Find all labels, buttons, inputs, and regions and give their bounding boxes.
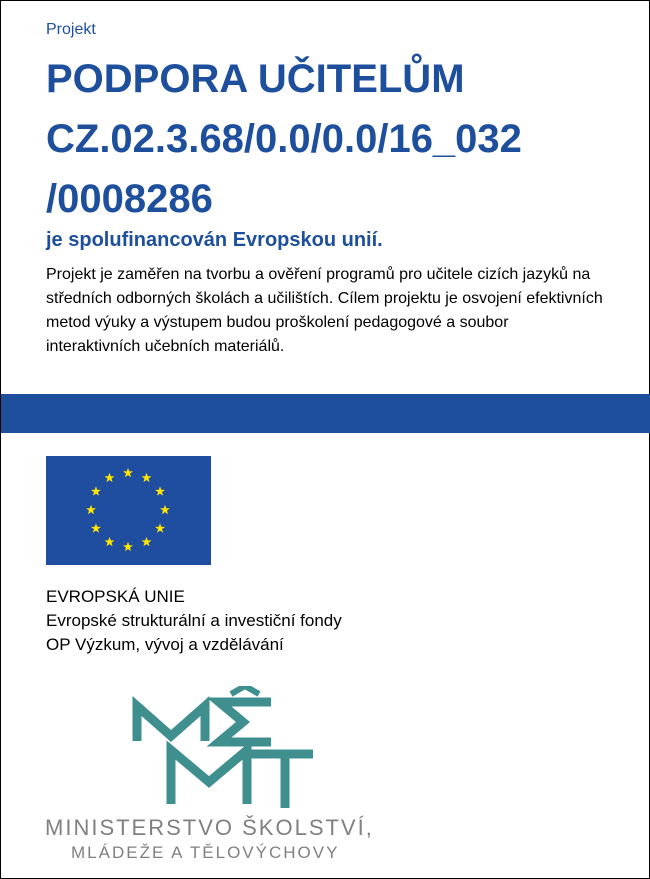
ministry-name-line-1: MINISTERSTVO ŠKOLSTVÍ, (45, 815, 374, 840)
eu-funds: Evropské strukturální a investiční fondy (46, 611, 342, 630)
project-description: Projekt je zaměřen na tvorbu a ověření programů pro učitele cizích jazyků na středních odborných školách a učilištích. Cílem projektu je osvojení efektivních metod výuky a výstupem budou proškolení pedagogové a soubor interaktivních učebních materiálů. (46, 266, 603, 355)
eu-flag-icon (46, 456, 211, 565)
blue-band (1, 394, 650, 433)
eu-programme: OP Výzkum, vývoj a vzdělávání (46, 635, 284, 654)
project-title-line: PODPORA UČITELŮM (46, 57, 465, 101)
project-label: Projekt (46, 21, 96, 38)
cofinancing-statement: je spolufinancován Evropskou unií. (46, 229, 383, 251)
msmt-logo (121, 686, 321, 816)
eu-name: EVROPSKÁ UNIE (46, 587, 185, 606)
project-title-line: CZ.02.3.68/0.0/0.0/16_032 (46, 117, 522, 161)
project-title-line: /0008286 (46, 177, 213, 221)
project-title (46, 49, 636, 229)
ministry-name-line-2: MLÁDEŽE A TĚLOVÝCHOVY (71, 843, 340, 862)
eu-funding-block (46, 585, 342, 657)
